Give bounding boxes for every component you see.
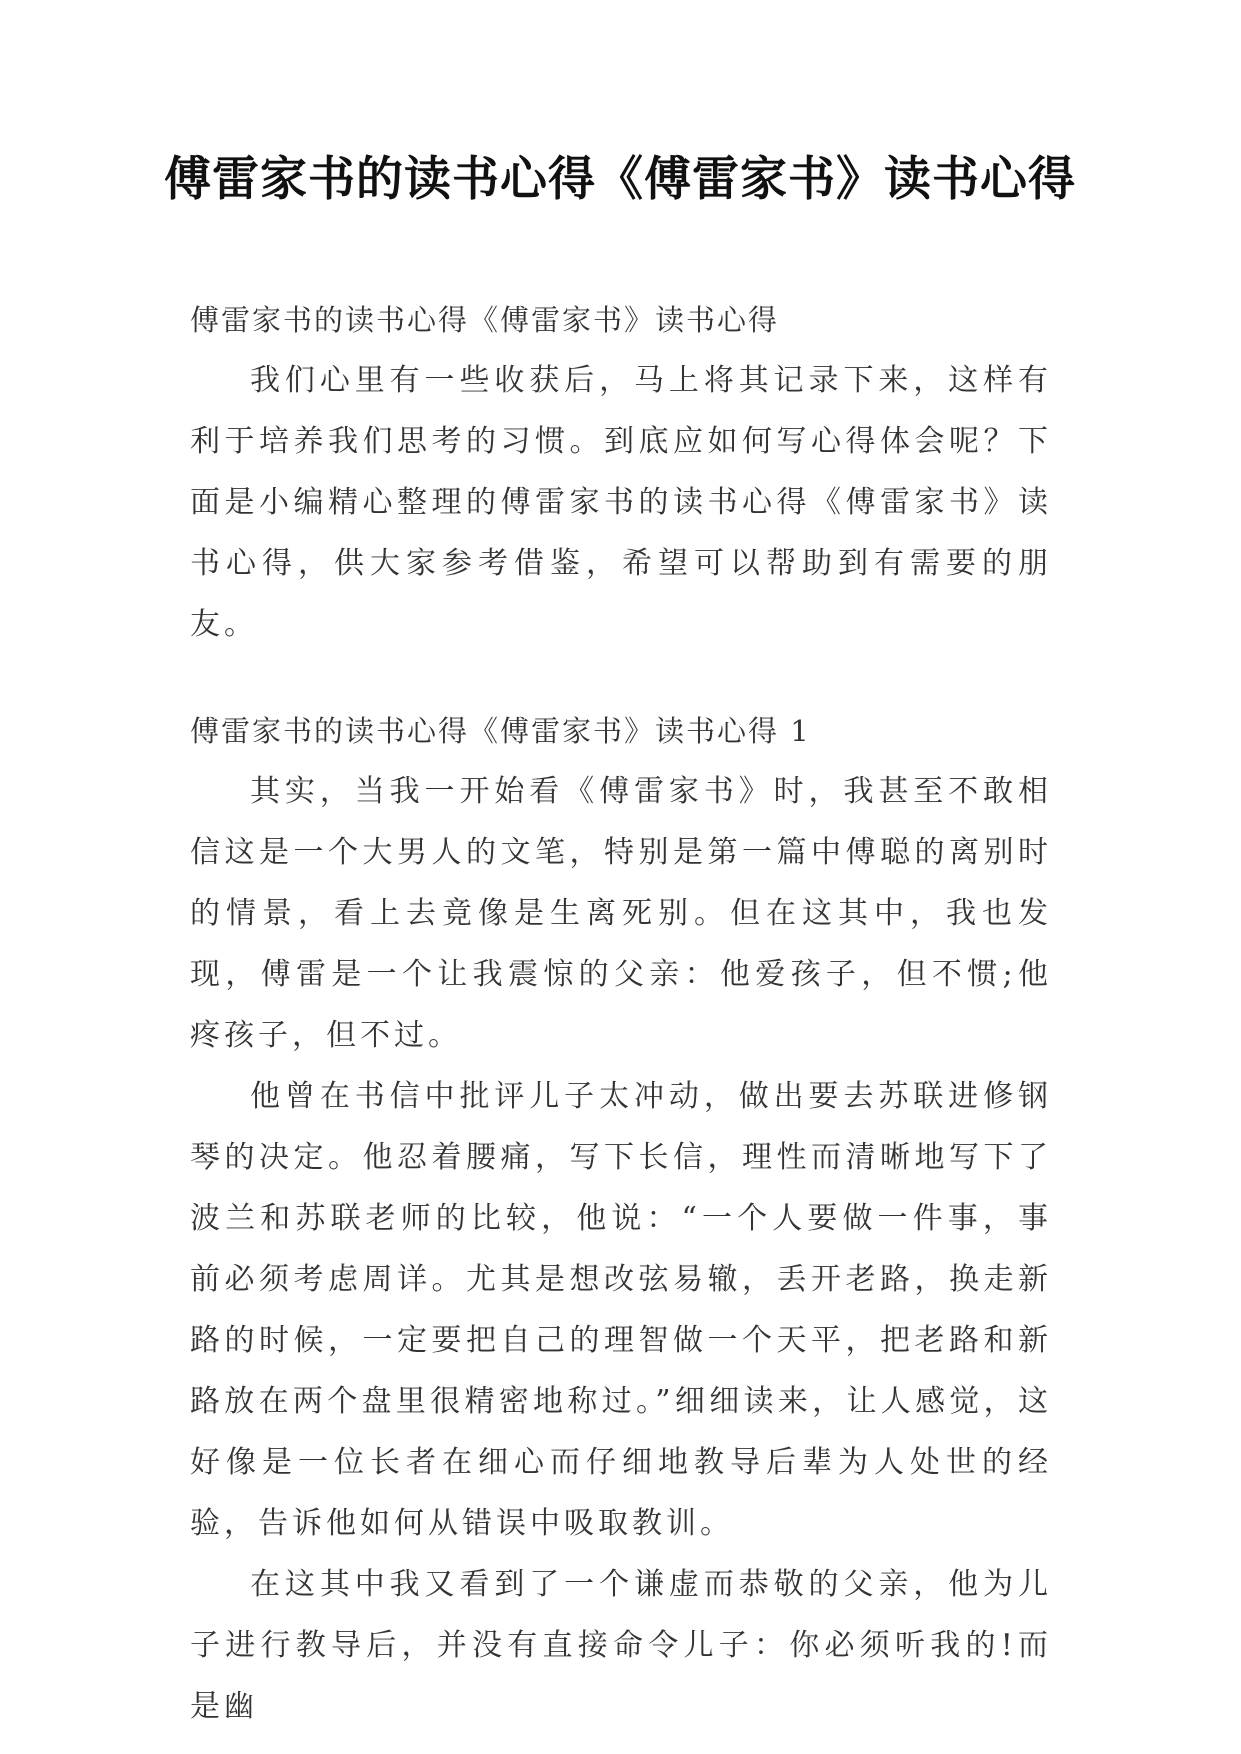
document-body [190, 290, 1052, 1737]
section-1-heading: 傅雷家书的读书心得《傅雷家书》读书心得 1 [190, 714, 811, 748]
intro-heading: 傅雷家书的读书心得《傅雷家书》读书心得 [190, 303, 780, 337]
document-title: 傅雷家书的读书心得《傅雷家书》读书心得 [164, 152, 1076, 207]
section-1-paragraph-3: 在这其中我又看到了一个谦虚而恭敬的父亲，他为儿子进行教导后，并没有直接命令儿子：你必须听我的!而是幽 [190, 1567, 1052, 1724]
section-1-paragraph-2: 他曾在书信中批评儿子太冲动，做出要去苏联进修钢琴的决定。他忍着腰痛，写下长信，理性而清晰地写下了波兰和苏联老师的比较，他说：“一个人要做一件事，事前必须考虑周详。尤其是想改弦易辙，丢开老路，换走新路的时候，一定要把自己的理智做一个天平，把老路和新路放在两个盘里很精密地称过。”细细读来，让人感觉，这好像是一位长者在细心而仔细地教导后辈为人处世的经验，告诉他如何从错误中吸取教训。 [190, 1079, 1052, 1541]
section-1-paragraph-1: 其实，当我一开始看《傅雷家书》时，我甚至不敢相信这是一个大男人的文笔，特别是第一篇中傅聪的离别时的情景，看上去竟像是生离死别。但在这其中，我也发现，傅雷是一个让我震惊的父亲：他爱孩子，但不惯;他疼孩子，但不过。 [190, 774, 1052, 1053]
section-spacer [190, 655, 1052, 701]
intro-paragraph: 我们心里有一些收获后，马上将其记录下来，这样有利于培养我们思考的习惯。到底应如何写心得体会呢？下面是小编精心整理的傅雷家书的读书心得《傅雷家书》读书心得，供大家参考借鉴，希望可以帮助到有需要的朋友。 [190, 363, 1052, 642]
